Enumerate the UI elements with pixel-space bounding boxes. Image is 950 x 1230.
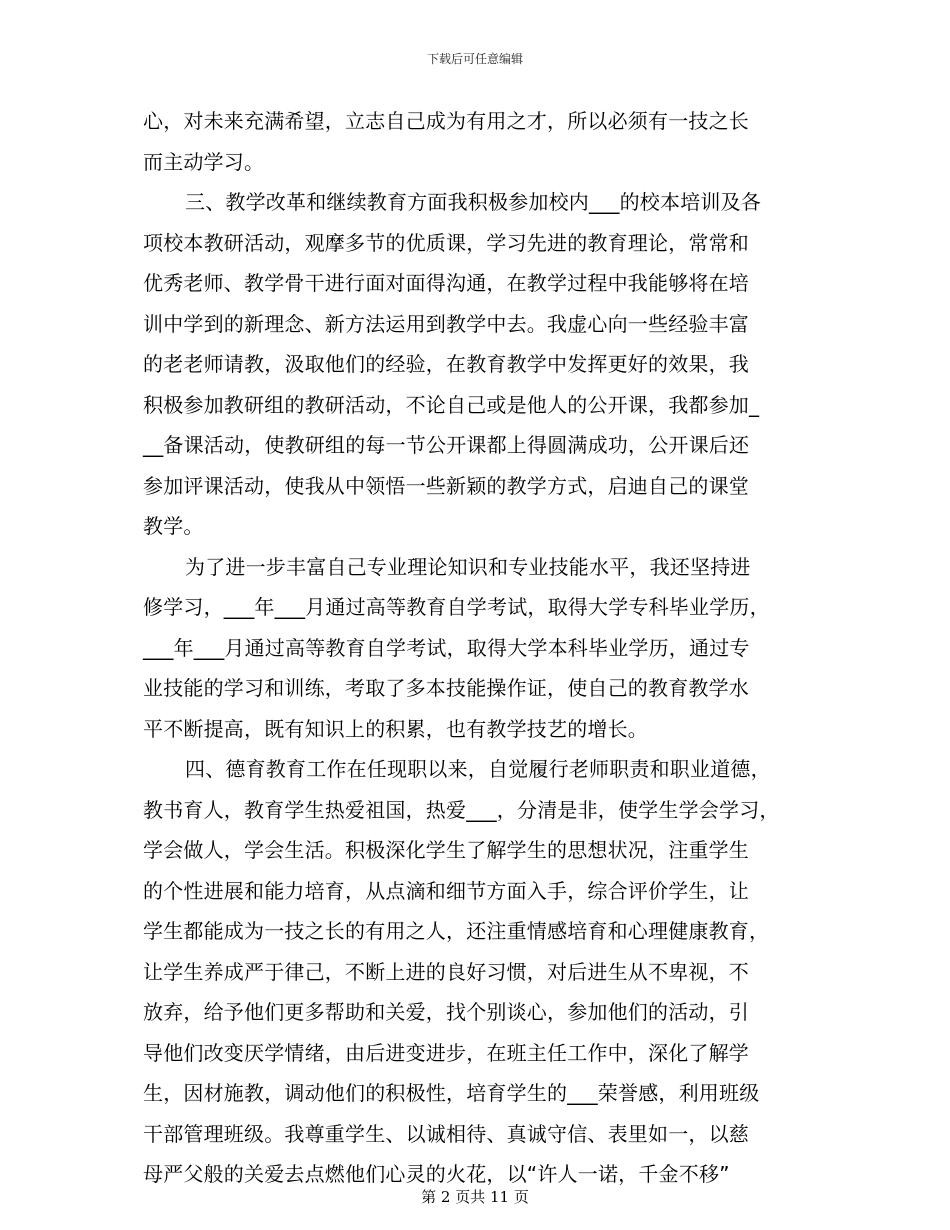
text-line: 干部管理班级。我尊重学生、以诚相待、真诚守信、表里如一，以慈 — [143, 1121, 749, 1146]
text-line: 参加评课活动，使我从中领悟一些新颖的教学方式，启迪自己的课堂 — [143, 473, 749, 498]
page-footer: 第 2 页共 11 页 — [421, 1188, 529, 1206]
text-line: ___年___月通过高等教育自学考试，取得大学本科毕业学历，通过专 — [143, 635, 750, 660]
paragraph-start-line: 四、德育教育工作在任现职以来，自觉履行老师职责和职业道德， — [185, 757, 771, 781]
text-line: 优秀老师、教学骨干进行面对面得沟通，在教学过程中我能够将在培 — [143, 271, 749, 295]
text-line: 放弃，给予他们更多帮助和关爱，找个别谈心，参加他们的活动，引 — [143, 1000, 749, 1024]
text-line: 业技能的学习和训练，考取了多本技能操作证，使自己的教育教学水 — [143, 676, 749, 700]
paragraph-start-line: 三、教学改革和继续教育方面我积极参加校内___的校本培训及各 — [185, 190, 761, 214]
text-line: 母严父般的关爱去点燃他们心灵的火花，以“许人一诺，千金不移” — [143, 1162, 730, 1186]
text-line: 而主动学习。 — [143, 149, 265, 174]
text-line: 的老老师请教，汲取他们的经验，在教育教学中发挥更好的效果，我 — [143, 352, 749, 376]
text-line: 训中学到的新理念、新方法运用到教学中去。我虚心向一些经验丰富 — [143, 311, 749, 336]
paragraph-start-line: 为了进一步丰富自己专业理论知识和专业技能水平，我还坚持进 — [185, 554, 751, 579]
text-line: __备课活动，使教研组的每一节公开课都上得圆满成功，公开课后还 — [143, 433, 750, 457]
text-line: 的个性进展和能力培育，从点滴和细节方面入手，综合评价学生，让 — [143, 878, 749, 903]
page-header: 下载后可任意编辑 — [426, 52, 523, 66]
text-line: 学会做人，学会生活。积极深化学生了解学生的思想状况，注重学生 — [143, 838, 749, 862]
text-line: 心，对未来充满希望，立志自己成为有用之才，所以必须有一技之长 — [143, 109, 749, 133]
text-line: 修学习，___年___月通过高等教育自学考试，取得大学专科毕业学历， — [143, 595, 770, 619]
text-line: 学生都能成为一技之长的有用之人，还注重情感培育和心理健康教育， — [143, 919, 770, 943]
text-line: 积极参加教研组的教研活动，不论自己或是他人的公开课，我都参加_ — [143, 392, 760, 417]
text-line: 导他们改变厌学情绪，由后进变进步，在班主任工作中，深化了解学 — [143, 1040, 749, 1065]
document-body — [143, 101, 811, 1195]
text-line: 教书育人，教育学生热爱祖国，热爱___，分清是非，使学生学会学习， — [143, 797, 780, 822]
text-line: 生，因材施教，调动他们的积极性，培育学生的___荣誉感，利用班级 — [143, 1081, 760, 1105]
text-line: 让学生养成严于律己，不断上进的良好习惯，对后进生从不卑视，不 — [143, 959, 749, 984]
text-line: 项校本教研活动，观摩多节的优质课，学习先进的教育理论，常常和 — [143, 230, 749, 255]
text-line: 平不断提高，既有知识上的积累，也有教学技艺的增长。 — [143, 716, 648, 741]
text-line: 教学。 — [143, 514, 204, 538]
